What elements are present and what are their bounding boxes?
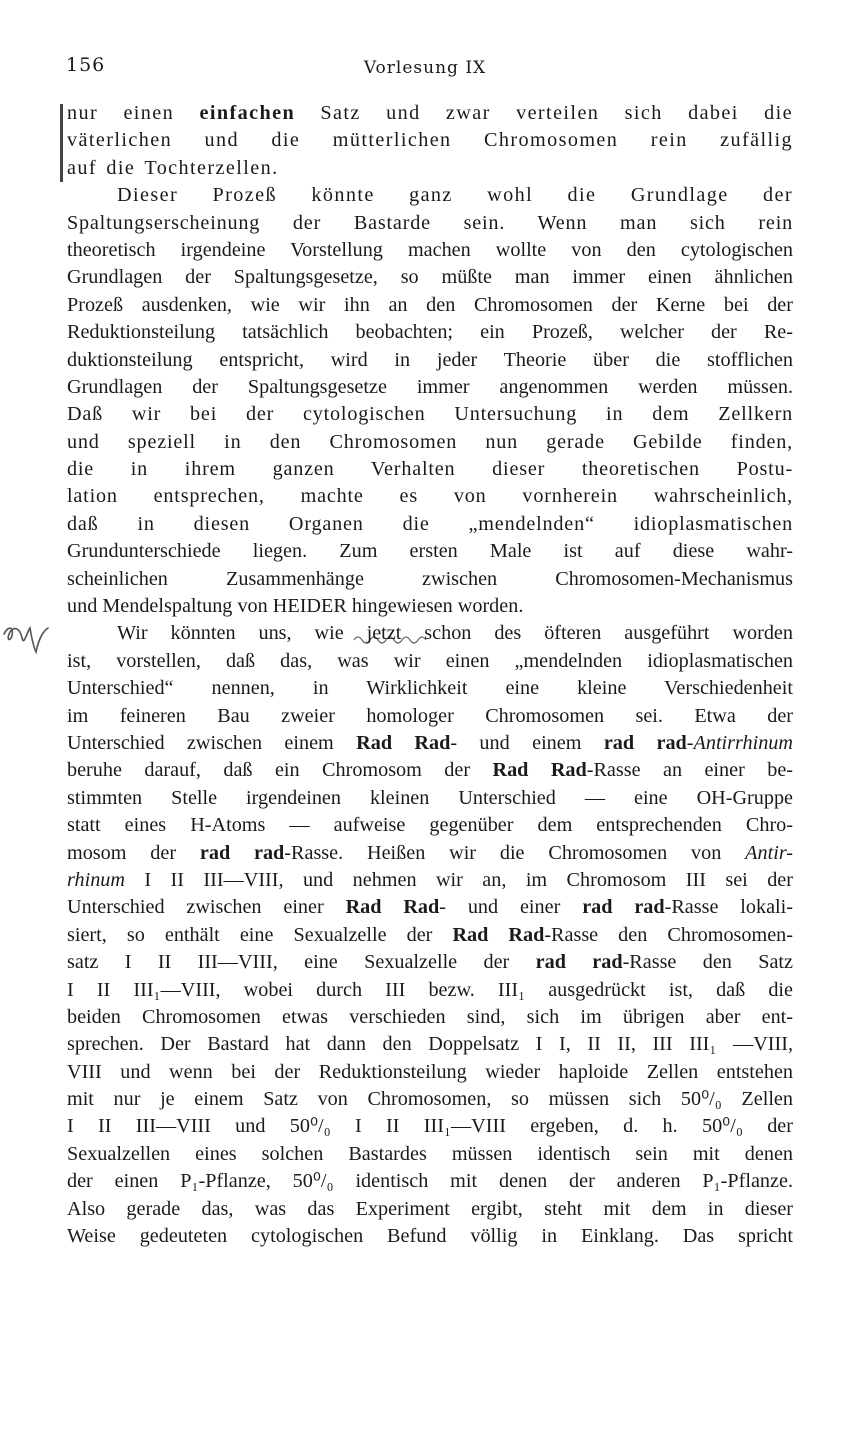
paragraph (67, 182, 793, 620)
bold-term: einfachen (199, 102, 296, 124)
italic-term: Antir- (745, 841, 793, 864)
margin-pencil-annotation (0, 612, 60, 662)
running-title: Vorlesung IX (363, 58, 487, 78)
paragraph (67, 620, 793, 1250)
text-line: Sexualzellen eines solchen Bastardes müssen identisch sein mit denen (67, 1142, 793, 1165)
bold-term: rad rad (535, 951, 623, 974)
text-line: Also gerade das, was das Experiment ergibt, steht mit dem in dieser (67, 1197, 793, 1220)
text-line: die in ihrem ganzen Verhalten dieser theoretischen Postu- (67, 458, 793, 481)
text-line: und speziell in den Chromosomen nun gerade Gebilde finden, (67, 430, 793, 453)
text-line: nur einen einfachen Satz und zwar verteilen sich dabei die (67, 102, 793, 124)
text-line: I II III₁—VIII, wobei durch III bezw. III₁ ausgedrückt ist, daß die (67, 978, 793, 1001)
text-line: rhinum I II III—VIII, und nehmen wir an, im Chromosom III sei der (67, 868, 793, 891)
text-line: mit nur je einem Satz von Chromosomen, so müssen sich 50⁰/₀ Zellen (67, 1088, 793, 1111)
bold-term: Rad Rad (345, 896, 440, 919)
text-line: Prozeß ausdenken, wie wir ihn an den Chromosomen der Kerne bei der (67, 293, 793, 316)
text-line: beruhe darauf, daß ein Chromosom der Rad Rad-Rasse an einer be- (67, 759, 794, 782)
text-line: duktionsteilung entspricht, wird in jeder Theorie über die stofflichen (67, 348, 793, 371)
text-line: Grundlagen der Spaltungsgesetze, so müßte man immer einen ähnlichen (67, 266, 793, 289)
page-number: 156 (66, 54, 106, 76)
text-line: stimmten Stelle irgendeinen kleinen Unterschied — eine OH-Gruppe (67, 786, 793, 809)
italic-term: rhinum (67, 868, 125, 891)
text-line: lation entsprechen, machte es von vornherein wahrscheinlich, (67, 485, 793, 508)
bold-term: Rad Rad (492, 759, 587, 782)
text-line: I II III—VIII und 50⁰/₀ I II III₁—VIII ergeben, d. h. 50⁰/₀ der (67, 1115, 793, 1138)
text-line: VIII und wenn bei der Reduktionsteilung wieder haploide Zellen entstehen (67, 1060, 793, 1083)
text-line: Weise gedeuteten cytologischen Befund völlig in Einklang. Das spricht (67, 1225, 793, 1248)
text-line: auf die Tochterzellen. (67, 156, 279, 179)
text-line: väterlichen und die mütterlichen Chromosomen rein zufällig (67, 129, 793, 152)
italic-term: Antirrhinum (693, 731, 793, 754)
text-line: im feineren Bau zweier homologer Chromosomen sei. Etwa der (67, 704, 793, 727)
text-line: Spaltungserscheinung der Bastarde sein. Wenn man sich rein (67, 211, 793, 234)
bold-term: Rad Rad (452, 923, 545, 946)
text-line: statt eines H-Atoms — aufweise gegenüber dem entsprechenden Chro- (67, 814, 793, 837)
text-line: Unterschied“ nennen, in Wirklichkeit eine kleine Verschiedenheit (67, 677, 793, 700)
body-text (67, 100, 793, 1250)
text-line: Unterschied zwischen einer Rad Rad- und einer rad rad-Rasse lokali- (67, 896, 793, 919)
text-line: und Mendelspaltung von HEIDER hingewiesen worden. (67, 595, 524, 618)
text-line: Unterschied zwischen einem Rad Rad- und einem rad rad-Antirrhinum (67, 731, 793, 754)
text-line: ist, vorstellen, daß das, was wir einen „mendelnden idioplasmatischen (67, 649, 793, 672)
text-line: beiden Chromosomen etwas verschieden sind, sich im übrigen aber ent- (67, 1005, 793, 1028)
text-line: Wir könnten uns, wie jetzt schon des öfteren ausgeführt worden (117, 622, 793, 645)
paragraph (67, 100, 793, 182)
text-line: satz I II III—VIII, eine Sexualzelle der rad rad-Rasse den Satz (67, 951, 793, 974)
bold-term: rad rad (199, 841, 285, 864)
text-line: Grundunterschiede liegen. Zum ersten Male ist auf diese wahr- (67, 540, 793, 563)
text-line: der einen P₁-Pflanze, 50⁰/₀ identisch mit denen der anderen P₁-Pflanze. (67, 1170, 793, 1193)
text-line: Grundlagen der Spaltungsgesetze immer angenommen werden müssen. (67, 375, 793, 398)
text-line: Reduktionsteilung tatsächlich beobachten; ein Prozeß, welcher der Re- (67, 321, 793, 344)
bold-term: Rad Rad (356, 731, 451, 754)
margin-bracket-mark (60, 104, 63, 182)
text-line: daß in diesen Organen die „mendelnden“ idioplasmatischen (67, 512, 793, 535)
text-line: mosom der rad rad-Rasse. Heißen wir die Chromosomen von Antir- (67, 841, 793, 864)
bold-term: rad rad (582, 896, 665, 919)
bold-term: rad rad (603, 731, 687, 754)
text-line: Dieser Prozeß könnte ganz wohl die Grundlage der (117, 184, 793, 207)
text-line: scheinlichen Zusammenhänge zwischen Chromosomen-Mechanismus (67, 567, 793, 590)
text-line: Daß wir bei der cytologischen Untersuchung in dem Zellkern (67, 403, 793, 426)
text-line: sprechen. Der Bastard hat dann den Doppelsatz I I, II II, III III₁ —VIII, (67, 1033, 793, 1056)
text-line: theoretisch irgendeine Vorstellung machen wollte von den cytologischen (67, 238, 793, 261)
text-line: siert, so enthält eine Sexualzelle der Rad Rad-Rasse den Chromosomen- (67, 923, 793, 946)
